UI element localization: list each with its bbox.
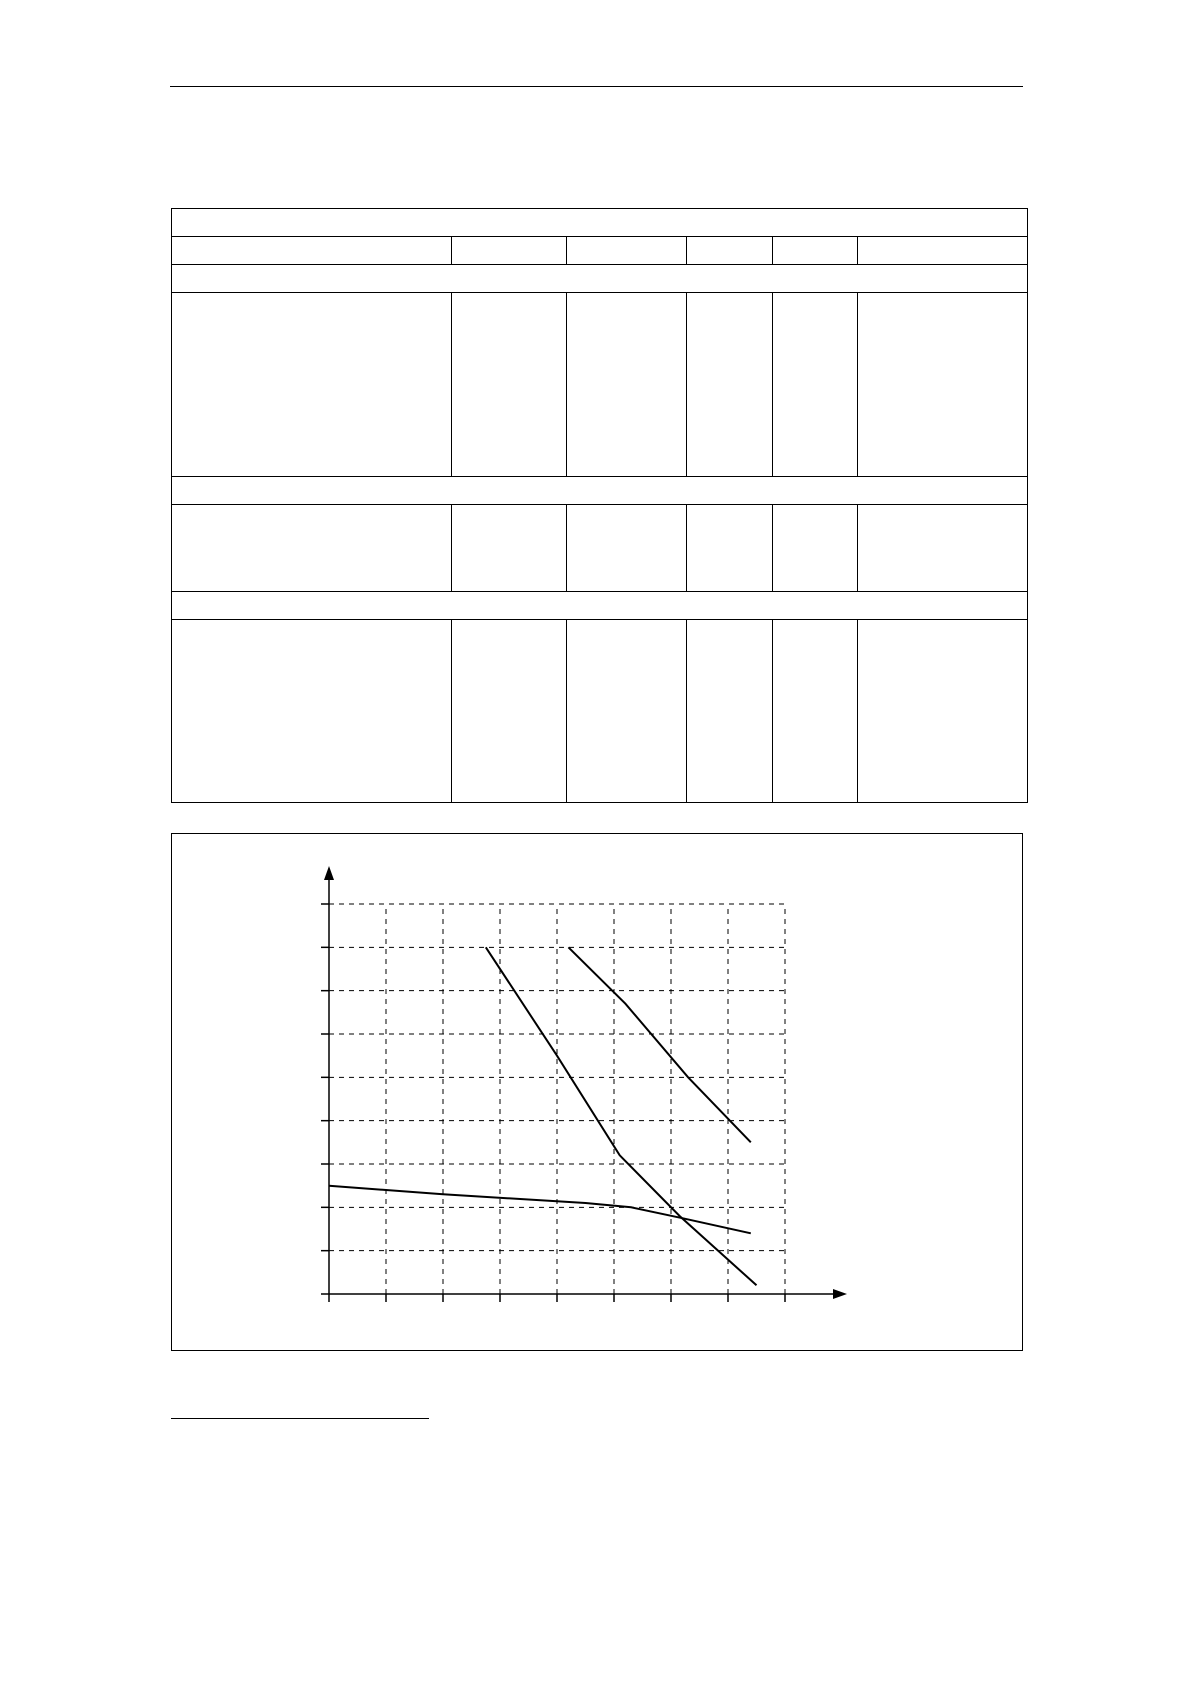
column-header — [687, 237, 773, 265]
x-axis-arrow-icon — [833, 1289, 847, 1299]
table-cell — [452, 293, 567, 477]
table-cell — [858, 293, 1028, 477]
table-cell — [567, 505, 687, 592]
chart-series — [329, 947, 757, 1285]
section-heading — [172, 265, 1028, 293]
y-axis-arrow-icon — [324, 866, 334, 880]
table-cell — [687, 620, 773, 803]
column-header — [858, 237, 1028, 265]
chart-grid — [329, 904, 785, 1294]
page-header-rule — [170, 86, 1023, 87]
table-title — [172, 209, 1028, 237]
column-header — [452, 237, 567, 265]
spec-table — [171, 208, 1028, 803]
table-cell — [858, 505, 1028, 592]
table-cell — [687, 293, 773, 477]
chart — [172, 834, 1024, 1352]
column-header — [567, 237, 687, 265]
table-row — [172, 620, 1028, 803]
table-cell — [172, 505, 452, 592]
section-heading — [172, 477, 1028, 505]
table-cell — [773, 505, 858, 592]
table-cell — [773, 620, 858, 803]
table-cell — [172, 293, 452, 477]
chart-frame — [171, 833, 1023, 1351]
table-cell — [452, 505, 567, 592]
table-cell — [773, 293, 858, 477]
column-header — [172, 237, 452, 265]
table-cell — [567, 620, 687, 803]
table-cell — [452, 620, 567, 803]
table-cell — [687, 505, 773, 592]
chart-ticks — [321, 904, 785, 1302]
table-row — [172, 293, 1028, 477]
table-row — [172, 505, 1028, 592]
section-heading — [172, 592, 1028, 620]
footnote-rule — [171, 1418, 429, 1419]
table-cell — [858, 620, 1028, 803]
series-line-1 — [486, 947, 757, 1285]
series-line-2 — [568, 947, 750, 1142]
table-cell — [172, 620, 452, 803]
table-header-row — [172, 237, 1028, 265]
column-header — [773, 237, 858, 265]
chart-axes — [324, 866, 847, 1299]
series-line-3 — [329, 1186, 751, 1234]
table-cell — [567, 293, 687, 477]
